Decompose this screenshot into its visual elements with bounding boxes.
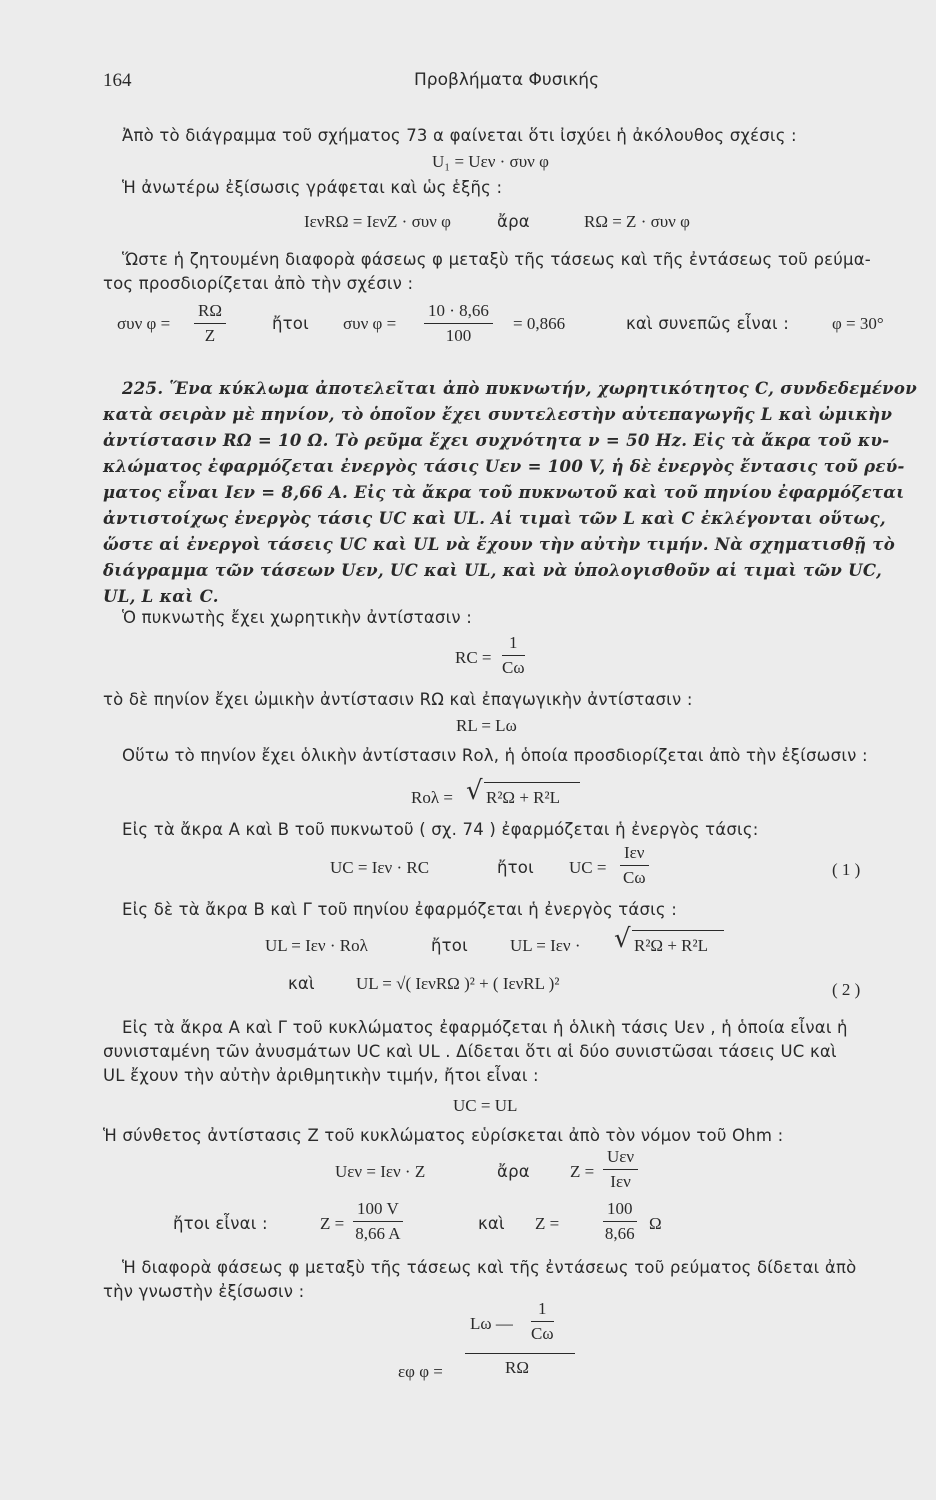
cos-lhs: συν φ = [117,314,171,333]
z1-fraction [353,1198,403,1245]
z1-lhs: Z = [320,1214,345,1233]
equation-ir: IενRΩ = IενZ · συν φ [304,212,451,231]
cos2-result: = 0,866 [513,314,566,333]
ef-denominator: RΩ [505,1358,529,1377]
problem-line-4: κλώματος ἐφαρμόζεται ἐνεργὸς τάσις Uεν = 100 V, ἡ δὲ ἐνεργὸς ἔντασις τοῦ ρεύ- [103,457,905,476]
problem-line-6: ἀντιστοίχως ἐνεργὸς τάσις UC καὶ UL. Αἱ τιμαὶ τῶν L καὶ C ἐκλέγονται οὕτως, [103,509,886,528]
cos2-numerator: 10 · 8,66 [424,300,493,324]
intro-line-2: Ἡ ἀνωτέρω ἐξίσωσις γράφεται καὶ ὡς ἑξῆς : [122,178,503,197]
ara-word: ἄρα [497,212,530,231]
uc2-denominator: Cω [622,868,646,887]
solution-line-8: UL ἔχουν τὴν αὐτὴν ἀριθμητικὴν τιμήν, ἤτοι εἶναι : [103,1066,539,1085]
equation-label-2: ( 2 ) [832,980,861,999]
ef-fraction-bar [465,1353,575,1354]
cos-fraction [194,300,226,347]
ul-htoi: ἤτοι [431,936,468,955]
rol-lhs: Rολ = [411,788,453,807]
cos-denominator: Z [204,326,216,345]
equation-u1: U₁ = Uεν · συν φ [432,152,549,171]
ef-inner-numerator: 1 [531,1298,554,1322]
solution-line-11: τὴν γνωστὴν ἐξίσωσιν : [103,1282,305,1301]
ef-inner-denominator: Cω [531,1324,554,1343]
ul2-radicand: R²Ω + R²L [634,936,708,955]
uc-equation: UC = Iεν · RC [330,858,430,877]
sqrt-symbol-2: √ [614,924,631,954]
z2-unit: Ω [649,1214,662,1233]
equation-label-1: ( 1 ) [832,860,861,879]
problem-line-9: UL, L καὶ C. [103,587,219,606]
htoi-word: ἤτοι [272,314,309,333]
radical-bar-2 [632,930,724,931]
sqrt-symbol: √ [466,776,483,806]
page-number: 164 [103,70,132,91]
htoi-einai: ἤτοι εἶναι : [173,1214,268,1233]
rc-fraction [502,632,525,679]
solution-line-10: Ἡ διαφορὰ φάσεως φ μεταξὺ τῆς τάσεως καὶ τῆς ἐντάσεως τοῦ ρεύματος δίδεται ἀπὸ [122,1258,857,1277]
rc-denominator: Cω [502,658,525,677]
solution-line-9: Ἡ σύνθετος ἀντίστασις Z τοῦ κυκλώματος εὑρίσκεται ἀπὸ τὸν νόμον τοῦ Ohm : [103,1126,784,1145]
ul2-lhs: UL = Iεν · [510,936,581,955]
rc-numerator: 1 [502,632,525,656]
ohm2-lhs: Z = [570,1162,595,1181]
solution-line-4: Εἰς τὰ ἄκρα Α καὶ Β τοῦ πυκνωτοῦ ( σχ. 74 ) ἐφαρμόζεται ἡ ἐνεργὸς τάσις: [122,820,759,839]
cos-numerator: RΩ [194,300,226,324]
intro-line-1: Ἀπὸ τὸ διάγραμμα τοῦ σχήματος 73 α φαίνεται ὅτι ἰσχύει ἡ ἀκόλουθος σχέσις : [122,126,797,145]
solution-line-2: τὸ δὲ πηνίον ἔχει ὠμικὴν ἀντίστασιν RΩ καὶ ἐπαγωγικὴν ἀντίστασιν : [103,690,693,709]
solution-line-1: Ὁ πυκνωτὴς ἔχει χωρητικὴν ἀντίστασιν : [122,608,472,627]
problem-line-2: κατὰ σειρὰν μὲ πηνίον, τὸ ὁποῖον ἔχει συντελεστὴν αὐτεπαγωγῆς L καὶ ὠμικὴν [103,405,893,424]
ohm2-fraction [603,1146,638,1193]
z-kai: καὶ [478,1214,505,1233]
phi-result: φ = 30° [832,314,884,333]
intro-line-4: τος προσδιορίζεται ἀπὸ τὴν σχέσιν : [103,274,414,293]
rol-radicand: R²Ω + R²L [486,788,560,807]
ohm2-denominator: Iεν [610,1172,631,1191]
kai-synepos: καὶ συνεπῶς εἶναι : [626,314,790,333]
ohm-equation: Uεν = Iεν · Z [335,1162,426,1181]
equation-r-omega: RΩ = Z · συν φ [584,212,690,231]
problem-line-5: ματος εἶναι Iεν = 8,66 A. Εἰς τὰ ἄκρα τοῦ πυκνωτοῦ καὶ τοῦ πηνίου ἐφαρμόζεται [103,483,905,502]
ul3-equation: UL = √( IενRΩ )² + ( IενRL )² [356,974,560,993]
problem-line-8: διάγραμμα τῶν τάσεων Uεν, UC καὶ UL, καὶ νὰ ὑπολογισθοῦν αἱ τιμαὶ τῶν UC, [103,561,883,580]
rc-lhs: RC = [455,648,492,667]
z1-numerator: 100 V [353,1198,403,1222]
uc-htoi: ἤτοι [497,858,534,877]
uc2-lhs: UC = [569,858,607,877]
z1-denominator: 8,66 A [355,1224,401,1243]
solution-line-6: Εἰς τὰ ἄκρα Α καὶ Γ τοῦ κυκλώματος ἐφαρμόζεται ἡ ὁλικὴ τάσις Uεν , ἡ ὁποία εἶναι ἡ [122,1018,848,1037]
rl-equation: RL = Lω [456,716,517,735]
cos2-fraction [424,300,493,347]
problem-line-1: 225. Ἕνα κύκλωμα ἀποτελεῖται ἀπὸ πυκνωτήν, χωρητικότητος C, συνδεδεμένον [122,379,917,398]
solution-line-5: Εἰς δὲ τὰ ἄκρα Β καὶ Γ τοῦ πηνίου ἐφαρμόζεται ἡ ἐνεργὸς τάσις : [122,900,678,919]
cos2-lhs: συν φ = [343,314,397,333]
cos2-denominator: 100 [445,326,472,345]
ef-numerator-a: Lω — [470,1314,513,1333]
z2-fraction [603,1198,637,1245]
ul3-kai: καὶ [288,974,315,993]
uc2-fraction [620,842,649,889]
radical-bar [484,782,580,783]
uc-ul-equation: UC = UL [453,1096,518,1115]
problem-line-7: ὥστε αἱ ἐνεργοὶ τάσεις UC καὶ UL νὰ ἔχουν τὴν αὐτὴν τιμήν. Νὰ σχηματισθῇ τὸ [103,535,896,554]
ohm2-numerator: Uεν [603,1146,638,1170]
solution-line-3: Οὕτω τὸ πηνίον ἔχει ὁλικὴν ἀντίστασιν Rολ, ἡ ὁποία προσδιορίζεται ἀπὸ τὴν ἐξίσωσιν : [122,746,868,765]
z2-numerator: 100 [603,1198,637,1222]
ul-equation: UL = Iεν · Rολ [265,936,368,955]
ef-lhs: εφ φ = [398,1362,443,1381]
uc2-numerator: Iεν [620,842,649,866]
problem-line-3: ἀντίστασιν RΩ = 10 Ω. Τὸ ρεῦμα ἔχει συχνότητα ν = 50 Hz. Εἰς τὰ ἄκρα τοῦ κυ- [103,431,890,450]
ohm-ara: ἄρα [497,1162,530,1181]
z2-denominator: 8,66 [604,1224,635,1243]
page-title: Προβλήματα Φυσικής [414,70,600,90]
z2-lhs: Z = [535,1214,560,1233]
intro-line-3: Ὥστε ἡ ζητουμένη διαφορὰ φάσεως φ μεταξὺ τῆς τάσεως καὶ τῆς ἐντάσεως τοῦ ρεύμα- [122,250,871,269]
solution-line-7: συνισταμένη τῶν ἀνυσμάτων UC καὶ UL . Δίδεται ὅτι αἱ δύο συνιστῶσαι τάσεις UC καὶ [103,1042,837,1061]
ef-inner-fraction [531,1298,554,1345]
